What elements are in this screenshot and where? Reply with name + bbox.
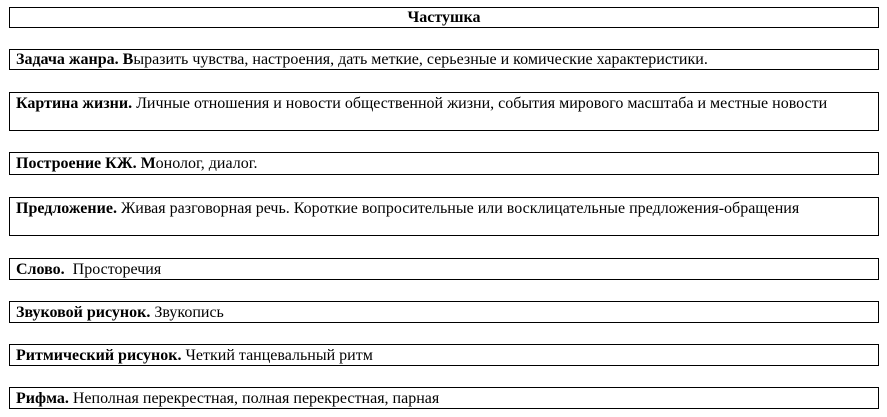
row-rhythm-pattern: [9, 344, 879, 366]
row-text: ыразить чувства, настроения, дать меткие, серьезные и комические характеристики.: [133, 51, 708, 68]
row-text: Личные отношения и новости общественной жизни, события мирового масштаба и местные новости: [132, 95, 828, 112]
row-label: Слово.: [16, 261, 65, 278]
row-text: Четкий танцевальный ритм: [181, 347, 373, 364]
row-text: Живая разговорная речь. Короткие вопросительные или восклицательные предложения-обращения: [116, 200, 800, 217]
table-title: [9, 7, 879, 28]
row-genre-task: [9, 49, 879, 70]
row-label: Рифма.: [16, 390, 69, 407]
row-label: Построение КЖ. М: [16, 155, 156, 172]
row-label: Ритмический рисунок.: [16, 347, 182, 364]
row-sound-pattern: [9, 301, 879, 323]
row-sentence: [9, 197, 879, 236]
row-label: Звуковой рисунок.: [16, 304, 151, 321]
row-rhyme: [9, 387, 879, 409]
title-text: Частушка: [407, 9, 481, 26]
row-label: Задача жанра. В: [16, 51, 134, 68]
row-word: [9, 258, 879, 280]
row-label: Картина жизни.: [16, 95, 133, 112]
row-text: Неполная перекрестная, полная перекрестная, парная: [68, 390, 440, 407]
row-text: Звукопись: [150, 304, 224, 321]
row-construction: [9, 152, 879, 175]
row-picture-of-life: [9, 92, 879, 131]
row-text: Просторечия: [64, 261, 162, 278]
row-label: Предложение.: [16, 200, 117, 217]
row-text: онолог, диалог.: [155, 155, 258, 172]
